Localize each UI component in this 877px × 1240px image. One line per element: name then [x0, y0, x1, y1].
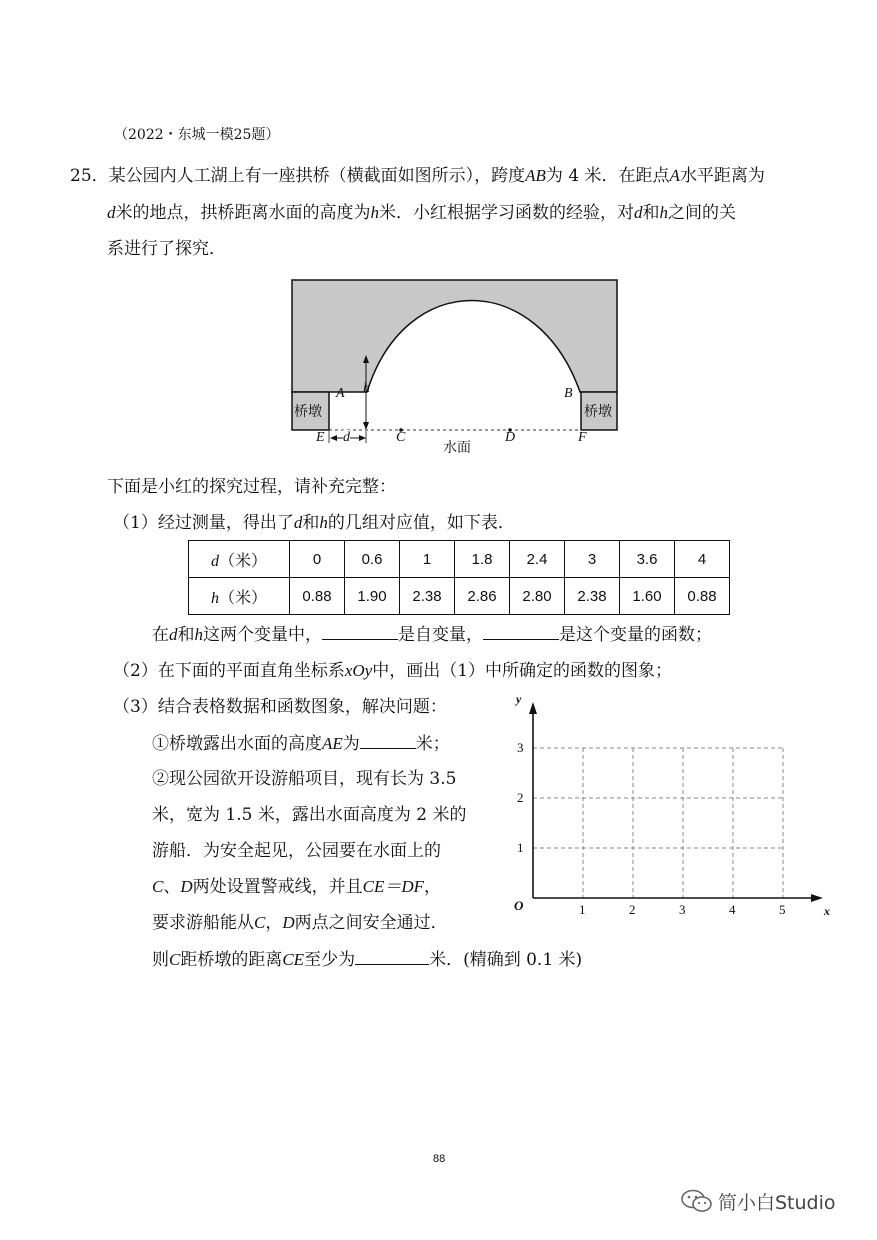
table-cell: 1.8	[455, 541, 510, 578]
problem-line-3: 系进行了探究．	[107, 239, 226, 259]
label-F: F	[578, 430, 587, 445]
answer-blank-CE[interactable]	[355, 948, 429, 965]
table-cell: 2.38	[400, 578, 455, 615]
bridge-body	[292, 280, 617, 392]
x-tick-label: 1	[579, 902, 586, 917]
answer-blank-independent[interactable]	[322, 623, 398, 640]
source-note: （2022・东城一模25题）	[114, 127, 280, 143]
table-cell: 0.88	[675, 578, 730, 615]
label-E: E	[316, 430, 325, 445]
part1-line: （1）经过测量，得出了d和h的几组对应值，如下表．	[113, 513, 515, 533]
part3-q2-line3: 游船．为安全起见，公园要在水面上的	[152, 841, 441, 861]
part3-q2-line6: 则C距桥墩的距离CE至少为 米．(精确到 0.1 米)	[152, 950, 583, 970]
table-cell: 1.60	[620, 578, 675, 615]
table-cell: 1	[400, 541, 455, 578]
bridge-figure	[285, 275, 625, 460]
watermark-text: 简小白Studio	[718, 1192, 836, 1214]
table-cell: 3.6	[620, 541, 675, 578]
problem-line-1: 25．某公园内人工湖上有一座拱桥（横截面如图所示），跨度AB为 4 米．在距点A水平距离为	[70, 166, 765, 186]
table-cell: 0.6	[345, 541, 400, 578]
label-C: C	[396, 430, 406, 445]
part3-q2-line1: ②现公园欲开设游船项目，现有长为 3.5	[152, 769, 457, 789]
x-tick-label: 2	[629, 902, 636, 917]
page-number: 88	[433, 1153, 446, 1165]
y-axis-arrow	[529, 702, 537, 714]
problem-line-2: d米的地点，拱桥距离水面的高度为h米．小红根据学习函数的经验，对d和h之间的关	[107, 203, 736, 223]
table-cell: 2.80	[510, 578, 565, 615]
data-table	[188, 540, 730, 615]
pier-right-label: 桥墩	[584, 404, 612, 420]
part2-line: （2）在下面的平面直角坐标系xOy中，画出（1）中所确定的函数的图象；	[113, 661, 673, 681]
table-cell: 2.4	[510, 541, 565, 578]
part3-q2-line2: 米，宽为 1.5 米，露出水面高度为 2 米的	[152, 805, 467, 825]
part3-q2-line4: C、D两处设置警戒线，并且CE＝DF，	[152, 877, 442, 897]
coordinate-grid	[505, 690, 840, 925]
y-axis-label: y	[516, 692, 522, 706]
wechat-icon	[680, 1188, 714, 1214]
x-axis-label: x	[824, 904, 830, 918]
water-label: 水面	[443, 440, 471, 456]
table-cell: 0.88	[290, 578, 345, 615]
part3-q2-line5: 要求游船能从C，D两点之间安全通过．	[152, 913, 448, 933]
label-h: h	[363, 381, 370, 396]
grid-lines	[533, 748, 783, 898]
x-tick-label: 4	[729, 902, 736, 917]
label-A: A	[336, 386, 345, 401]
y-tick-label: 2	[517, 790, 524, 805]
table-row-h	[189, 578, 730, 615]
table-head-d: d（米）	[189, 541, 290, 578]
table-cell: 2.86	[455, 578, 510, 615]
table-cell: 1.90	[345, 578, 400, 615]
problem-number: 25．	[70, 166, 109, 186]
table-cell: 3	[565, 541, 620, 578]
table-head-h: h（米）	[189, 578, 290, 615]
answer-blank-dependent[interactable]	[483, 623, 559, 640]
pier-left-label: 桥墩	[294, 404, 322, 420]
part3-q1: ①桥墩露出水面的高度AE为 米；	[152, 734, 450, 754]
label-D: D	[505, 430, 516, 445]
x-tick-label: 3	[679, 902, 686, 917]
y-tick-label: 1	[517, 840, 524, 855]
table-row-d	[189, 541, 730, 578]
intro-line: 下面是小红的探究过程，请补充完整：	[107, 477, 396, 497]
part1-fill-line: 在d和h这两个变量中， 是自变量， 是这个变量的函数；	[152, 625, 712, 645]
table-cell: 4	[675, 541, 730, 578]
y-tick-label: 3	[517, 740, 524, 755]
origin-label: O	[514, 898, 524, 913]
label-B: B	[564, 386, 573, 401]
part3-label: （3）结合表格数据和函数图象，解决问题：	[113, 697, 447, 717]
answer-blank-AE[interactable]	[360, 732, 416, 749]
table-cell: 0	[290, 541, 345, 578]
table-cell: 2.38	[565, 578, 620, 615]
x-tick-label: 5	[779, 902, 786, 917]
label-d: d	[343, 430, 350, 445]
x-axis-arrow	[811, 894, 823, 902]
